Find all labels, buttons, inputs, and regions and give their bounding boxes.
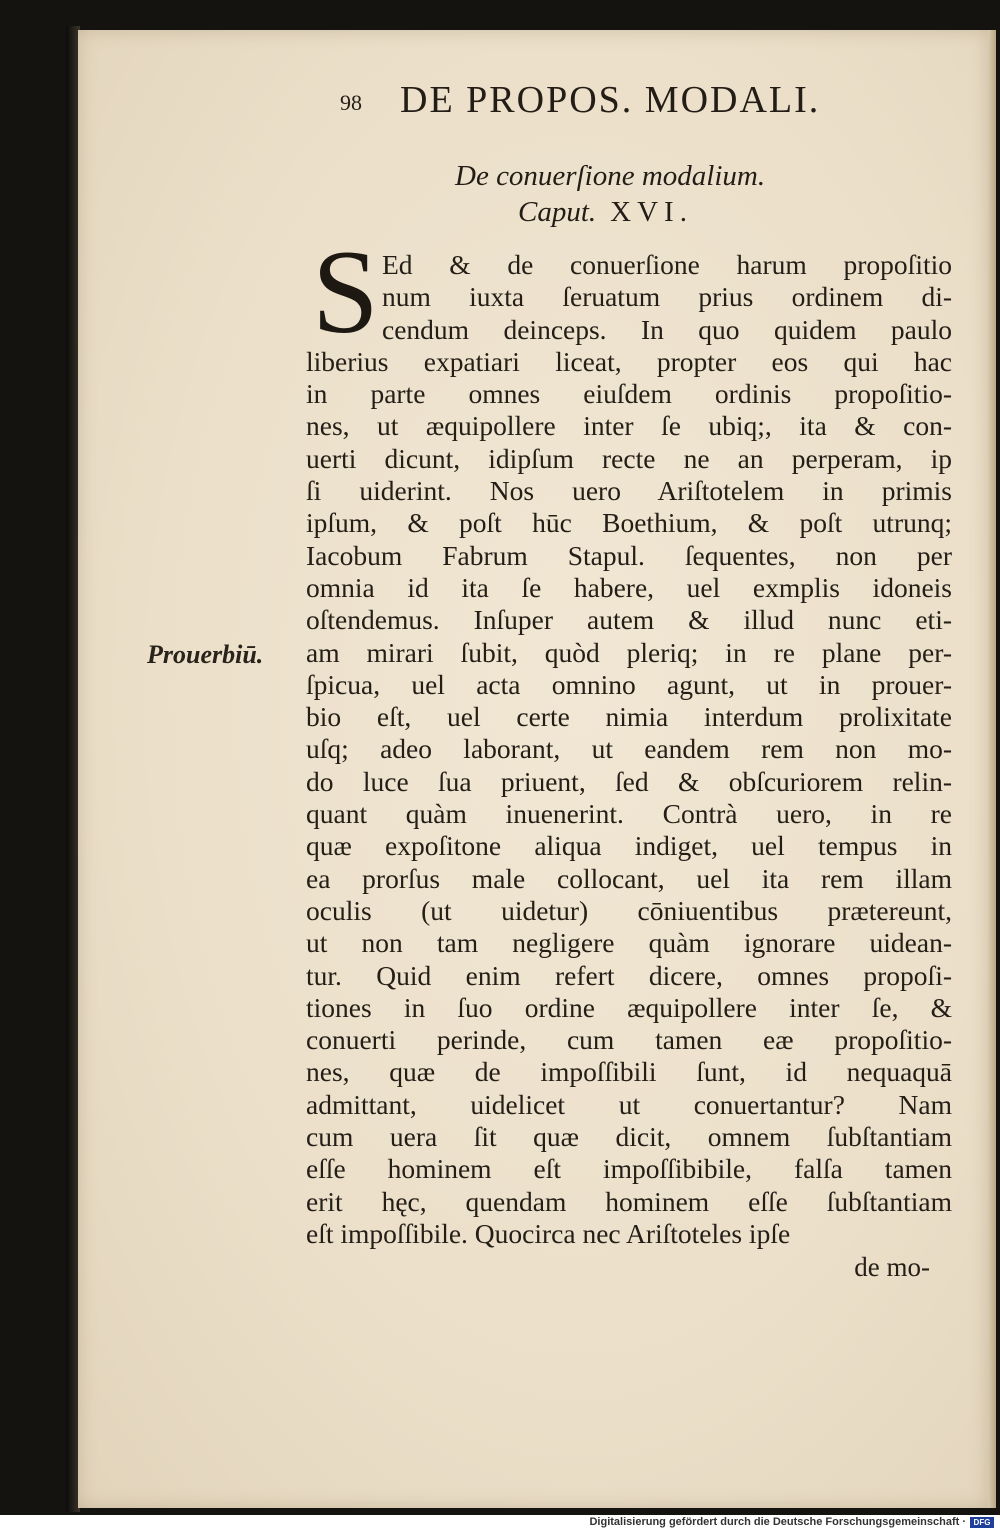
text-line: nes, ut æquipollere inter ſe ubiq;, ita & con- [306,410,952,442]
text-line: ſi uiderint. Nos uero Ariſtotelem in primis [306,475,952,507]
text-line: do luce ſua priuent, ſed & obſcuriorem relin- [306,765,952,797]
funding-credit: Digitalisierung gefördert durch die Deutsche Forschungsgemeinschaft · [589,1516,966,1528]
text-line: oculis (ut uidetur) cōniuentibus prætereunt, [306,894,952,926]
text-line: bio eſt, uel certe nimia interdum prolixitate [306,701,952,733]
body-text [306,249,952,1250]
text-line: uſq; adeo laborant, ut eandem rem non mo- [306,733,952,765]
text-line: ſpicua, uel acta omnino agunt, ut in prouer- [306,668,952,700]
text-line: erit hęc, quendam hominem eſſe ſubſtantiam [306,1185,952,1217]
text-line: eſſe hominem eſt impoſſibibile, falſa tamen [306,1153,952,1185]
text-line: eſt impoſſibile. Quocirca nec Ariſtoteles ipſe [306,1217,791,1249]
dfg-logo: DFG [970,1517,994,1528]
marginal-note: Prouerbiū. [147,640,264,669]
chapter-title: De conuerſione modalium. [455,160,766,192]
text-line: admittant, uidelicet ut conuertantur? Nam [306,1088,952,1120]
text-line: oſtendemus. Inſuper autem & illud nunc eti- [306,604,952,636]
chapter-label: Caput. [518,196,597,228]
chapter-heading [518,196,693,229]
text-line: Iacobum Fabrum Stapul. ſequentes, non per [306,539,952,571]
page-edge [988,30,996,1508]
text-line: tur. Quid enim refert dicere, omnes propoſi- [306,959,952,991]
text-line: conuerti perinde, cum tamen eæ propoſitio- [306,1024,952,1056]
text-line: uerti dicunt, idipſum recte ne an perperam, ip [306,442,952,474]
text-line: cendum deinceps. In quo quidem paulo [382,313,952,345]
text-line: in parte omnes eiuſdem ordinis propoſitio- [306,378,952,410]
text-line: cum uera ſit quæ dicit, omnem ſubſtantiam [306,1121,952,1153]
text-line: ut non tam negligere quàm ignorare uidean- [306,927,952,959]
text-line: am mirari ſubit, quòd pleriq; in re plane per- [306,636,952,668]
text-line: num iuxta ſeruatum prius ordinem di- [382,281,952,313]
text-line: Ed & de conuerſione harum propoſitio [382,249,952,280]
text-line: tiones in ſuo ordine æquipollere inter ſe, & [306,991,952,1023]
text-line: quæ expoſitone aliqua indiget, uel tempus in [306,830,952,862]
text-line: liberius expatiari liceat, propter eos qui hac [306,345,952,377]
text-line: omnia id ita ſe habere, uel exmplis idoneis [306,571,952,603]
text-line: quant quàm inuenerint. Contrà uero, in re [306,798,952,830]
text-line: ea prorſus male collocant, uel ita rem illam [306,862,952,894]
drop-cap-initial: S [312,225,379,358]
chapter-number: XVI. [610,196,693,228]
text-line: nes, quæ de impoſſibili ſunt, id nequaquā [306,1056,952,1088]
catchword: de mo- [854,1252,930,1282]
text-line: ipſum, & poſt hūc Boethium, & poſt utrunq; [306,507,952,539]
page-number: 98 [340,90,362,115]
running-title: DE PROPOS. MODALI. [400,79,821,121]
